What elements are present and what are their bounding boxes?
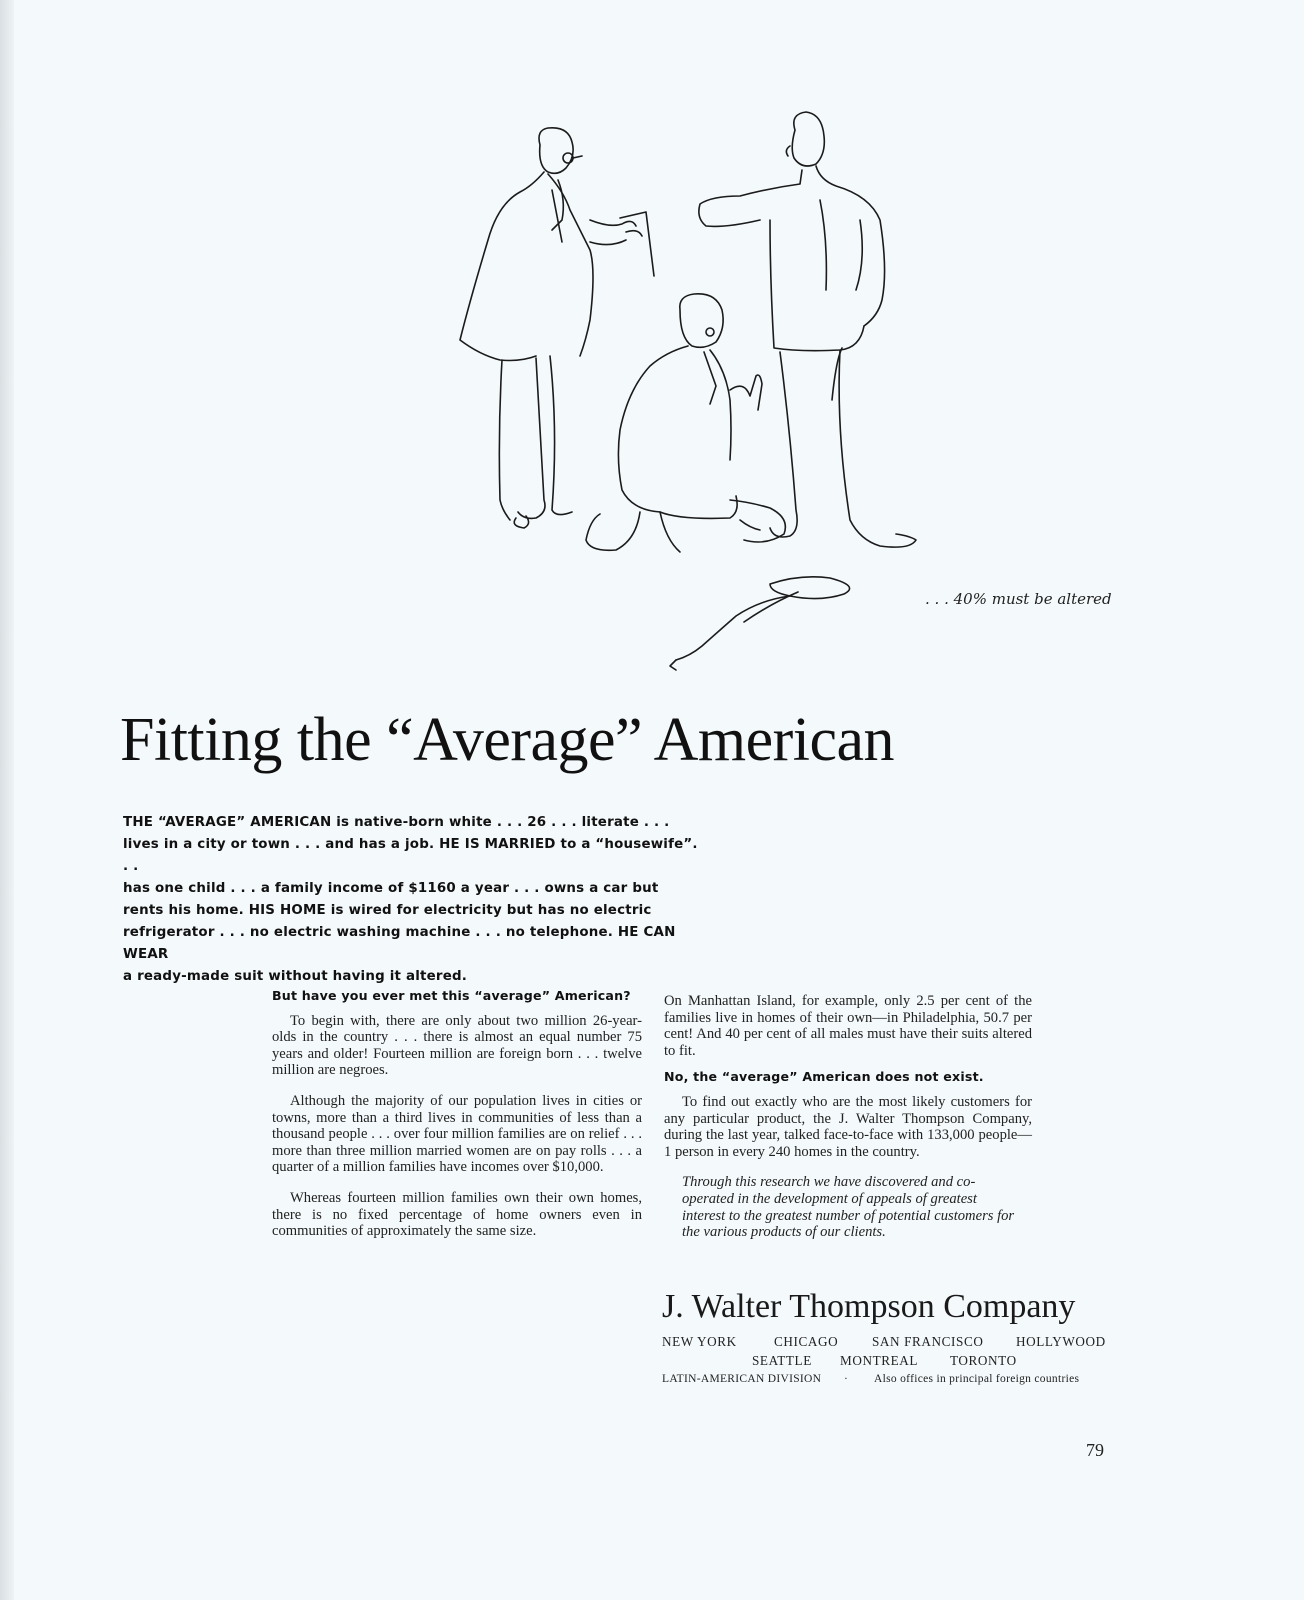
left-tailor-figure (460, 128, 654, 528)
city-montreal: MONTREAL (840, 1353, 919, 1368)
intro-paragraph (123, 812, 703, 988)
intro-line: rents his home. HIS HOME is wired for electricity but has no electric (123, 903, 652, 918)
body-paragraph: Whereas fourteen million families own their own homes, there is no fixed percentage of home owners even in communities of approximately the same size. (272, 1189, 642, 1240)
tape-measure-icon (670, 577, 850, 670)
body-paragraph: To begin with, there are only about two million 26-year-olds in the country . . . there is almost an equal number 75 years and older! Fourteen million are foreign born . . . twelve million are negroes. (272, 1012, 642, 1079)
city-hollywood: HOLLYWOOD (1016, 1334, 1106, 1349)
intro-line: a ready-made suit without having it altered. (123, 969, 468, 984)
body-paragraph: On Manhattan Island, for example, only 2.5 per cent of the families live in homes of their own—in Philadelphia, 50.7 per cent! And 40 per cent of all males must have their suits altered to fit. (664, 993, 1032, 1059)
left-column (272, 988, 642, 1254)
body-paragraph: Although the majority of our population lives in cities or towns, more than a third lives in communities of less than a thousand people . . . over four million families are on relief . . . more than three million married women are on pay rolls . . . a quarter of a million families have incomes over $10,000. (272, 1092, 642, 1176)
right-column (664, 993, 1032, 1241)
city-seattle: SEATTLE (752, 1353, 812, 1368)
page-edge (0, 0, 14, 1600)
intro-line: has one child . . . a family income of $1160 a year . . . owns a car but (123, 881, 659, 896)
city-new-york: NEW YORK (662, 1334, 737, 1349)
tailors-measuring-man-illustration (440, 100, 960, 690)
page-number: 79 (1086, 1440, 1104, 1460)
illustration-caption: . . . 40% must be altered (925, 590, 1112, 608)
latin-american-division: LATIN-AMERICAN DIVISION (662, 1373, 822, 1385)
customer-figure (699, 112, 916, 547)
headline: Fitting the “Average” American (120, 706, 895, 774)
company-name: J. Walter Thompson Company (662, 1288, 1076, 1325)
city-chicago: CHICAGO (774, 1334, 839, 1349)
intro-line: lives in a city or town . . . and has a job. HE IS MARRIED to a “housewife”. . . (123, 837, 698, 874)
city-toronto: TORONTO (950, 1353, 1017, 1368)
separator-dot: · (844, 1373, 849, 1385)
city-san-francisco: SAN FRANCISCO (872, 1334, 984, 1349)
foreign-offices: Also offices in principal foreign countries (874, 1373, 1080, 1385)
left-subhead: But have you ever met this “average” American? (272, 988, 631, 1003)
italic-note: Through this research we have discovered and co-operated in the development of appeals of greatest interest to the greatest number of potential customers for the various products of our clients. (682, 1174, 1015, 1241)
right-subhead: No, the “average” American does not exist. (664, 1069, 984, 1085)
body-paragraph: To find out exactly who are the most likely customers for any particular product, the J. Walter Thompson Company, during the last year, talked face-to-face with 133,000 people—1 person in every 240 homes in the country. (664, 1093, 1032, 1160)
kneeling-tailor-figure (586, 294, 785, 552)
intro-line: refrigerator . . . no electric washing machine . . . no telephone. HE CAN WEAR (123, 925, 676, 962)
intro-line: THE “AVERAGE” AMERICAN is native-born white . . . 26 . . . literate . . . (123, 815, 670, 830)
